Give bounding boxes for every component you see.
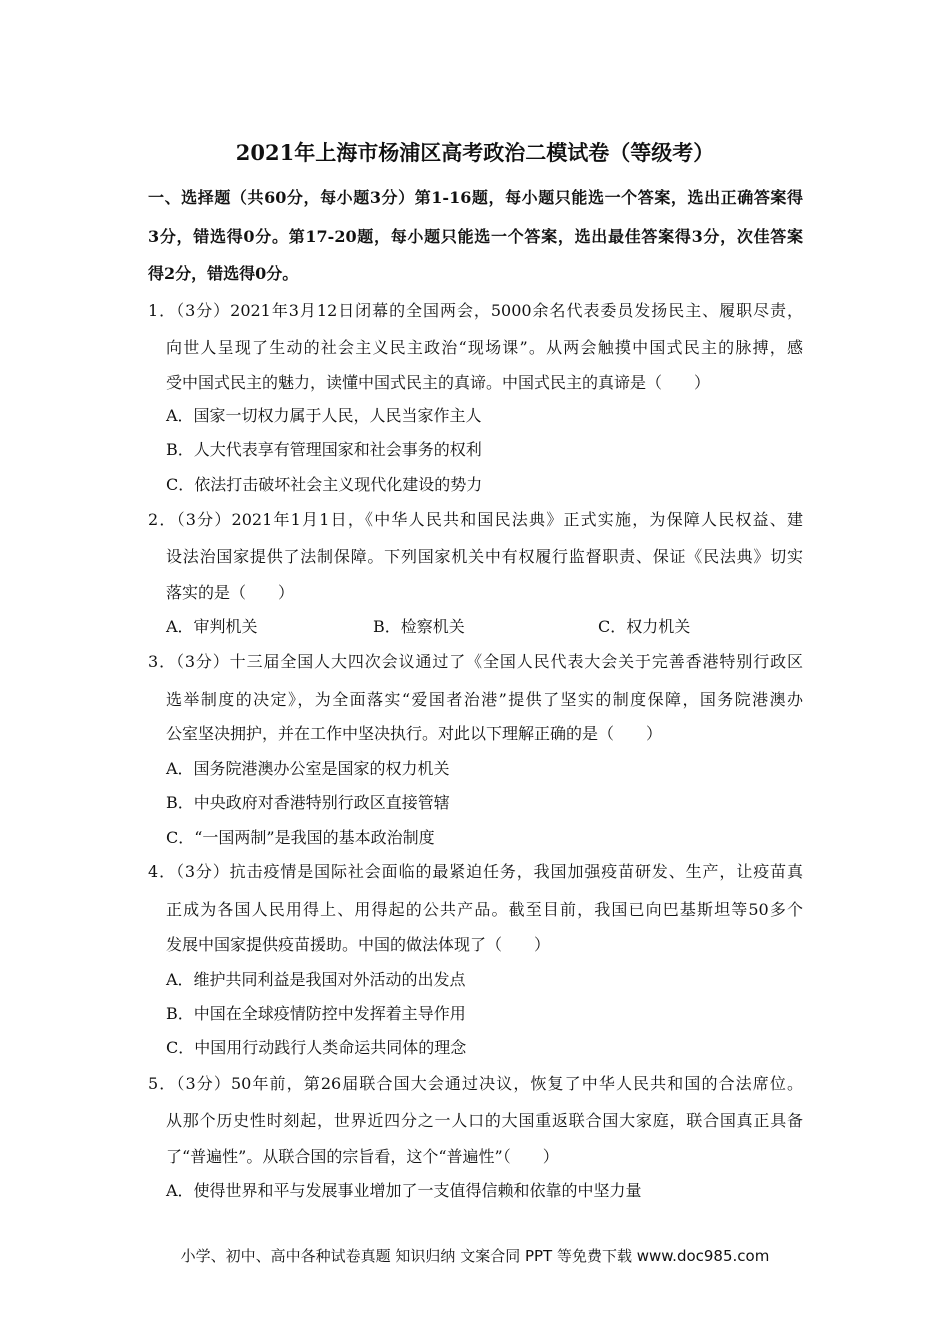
question-text-line: 正成为各国人民用得上、用得起的公共产品。截至目前，我国已向巴基斯坦等50多个 (166, 900, 803, 919)
answer-option: A．国务院港澳办公室是国家的权力机关 (166, 759, 450, 778)
section-instruction-line: 3分，错选得0分。第17-20题，每小题只能选一个答案，选出最佳答案得3分，次佳答案 (148, 227, 803, 246)
question-text-line: 4．（3分）抗击疫情是国际社会面临的最紧迫任务，我国加强疫苗研发、生产，让疫苗真 (148, 862, 803, 881)
answer-option: A．国家一切权力属于人民，人民当家作主人 (166, 406, 482, 425)
question-text-line: 了“普遍性”。从联合国的宗旨看，这个“普遍性”（ ） (166, 1147, 559, 1166)
answer-option: B．中国在全球疫情防控中发挥着主导作用 (166, 1004, 466, 1023)
question-text-line: 选举制度的决定》，为全面落实“爱国者治港”提供了坚实的制度保障，国务院港澳办 (166, 690, 803, 709)
answer-option: B．人大代表享有管理国家和社会事务的权利 (166, 440, 482, 459)
question-text-line: 从那个历史性时刻起，世界近四分之一人口的大国重返联合国大家庭，联合国真正具备 (166, 1111, 803, 1130)
question-text-line: 2．（3分）2021年1月1日，《中华人民共和国民法典》正式实施，为保障人民权益、建 (148, 510, 803, 529)
question-text-line: 落实的是（ ） (166, 583, 295, 602)
section-instruction-line: 一、选择题（共60分，每小题3分）第1-16题，每小题只能选一个答案，选出正确答案得 (148, 188, 803, 207)
question-text-line: 1．（3分）2021年3月12日闭幕的全国两会，5000余名代表委员发扬民主、履职尽责， (148, 301, 803, 320)
answer-option: A．使得世界和平与发展事业增加了一支值得信赖和依靠的中坚力量 (166, 1181, 642, 1200)
document-title: 2021年上海市杨浦区高考政治二模试卷（等级考） (235, 140, 715, 165)
question-text-line: 发展中国家提供疫苗援助。中国的做法体现了（ ） (166, 935, 551, 954)
footer-text: 小学、初中、高中各种试卷真题 知识归纳 文案合同 PPT 等免费下载 www.doc985.com (180, 1247, 770, 1265)
question-text-line: 3．（3分）十三届全国人大四次会议通过了《全国人民代表大会关于完善香港特别行政区 (148, 652, 803, 671)
answer-option: C．中国用行动践行人类命运共同体的理念 (166, 1038, 467, 1057)
question-text-line: 设法治国家提供了法制保障。下列国家机关中有权履行监督职责、保证《民法典》切实 (166, 547, 803, 566)
question-text-line: 向世人呈现了生动的社会主义民主政治“现场课”。从两会触摸中国式民主的脉搏，感 (166, 338, 803, 357)
section-instruction-line: 得2分，错选得0分。 (148, 264, 299, 283)
answer-option: C．“一国两制”是我国的基本政治制度 (166, 828, 435, 847)
question-text-line: 受中国式民主的魅力，读懂中国式民主的真谛。中国式民主的真谛是（ ） (166, 373, 711, 392)
answer-option: A．审判机关 (166, 617, 258, 636)
answer-option: C．权力机关 (598, 617, 691, 636)
answer-option: B．中央政府对香港特别行政区直接管辖 (166, 793, 450, 812)
question-text-line: 公室坚决拥护，并在工作中坚决执行。对此以下理解正确的是（ ） (166, 724, 663, 743)
answer-option: B．检察机关 (373, 617, 465, 636)
question-text-line: 5．（3分）50年前，第26届联合国大会通过决议，恢复了中华人民共和国的合法席位。 (148, 1074, 803, 1093)
answer-option: A．维护共同利益是我国对外活动的出发点 (166, 970, 466, 989)
answer-option: C．依法打击破坏社会主义现代化建设的势力 (166, 475, 483, 494)
